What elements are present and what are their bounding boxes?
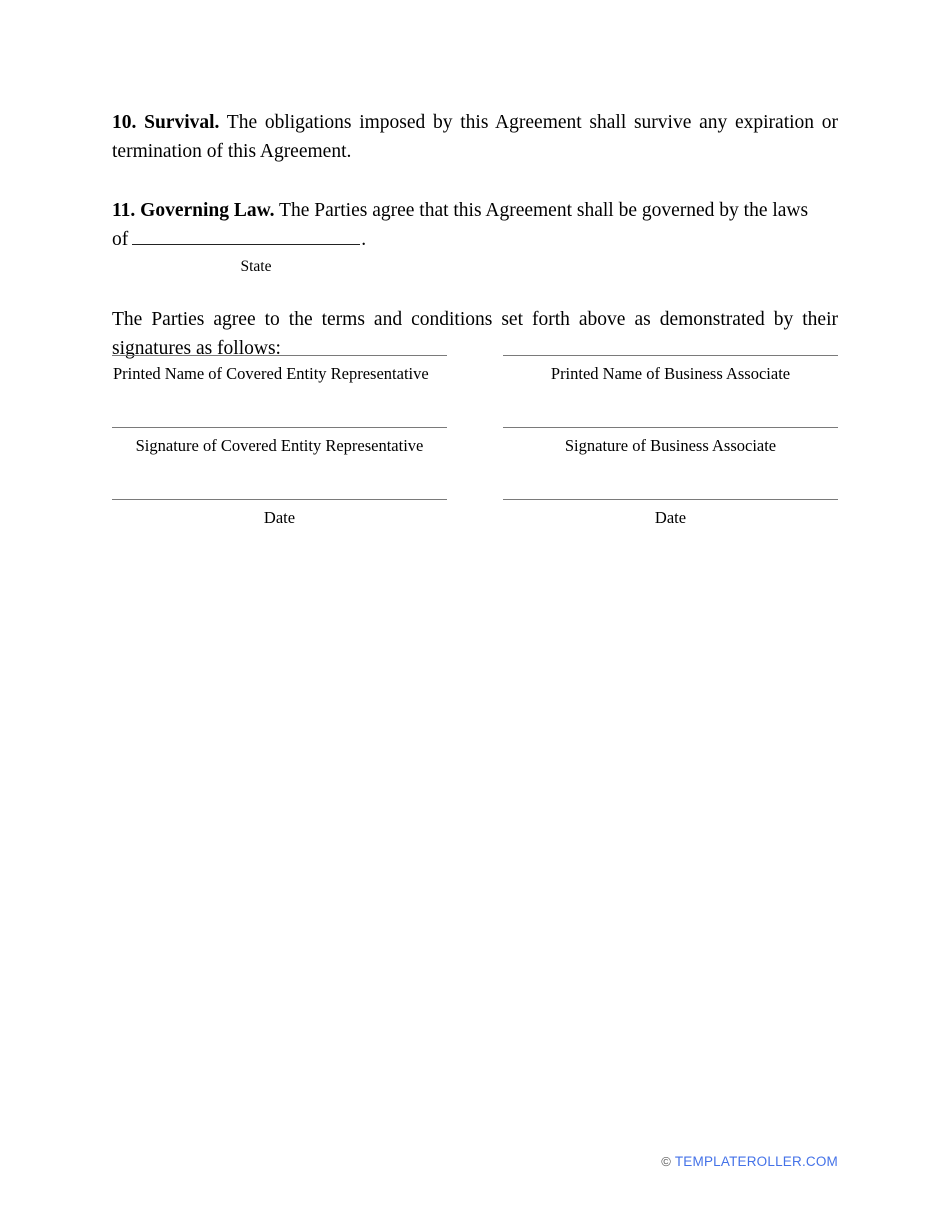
section-governing-law	[112, 196, 838, 225]
signature-covered-entity-label: Signature of Covered Entity Representative	[135, 436, 424, 455]
date-covered-entity-cell	[112, 499, 447, 529]
closing-paragraph: The Parties agree to the terms and conditions set forth above as demonstrated by their signatures as follows:	[112, 309, 838, 359]
signature-row-signature	[112, 427, 838, 457]
signature-covered-entity-cell	[112, 427, 447, 457]
state-fill-prefix: of	[112, 229, 129, 250]
state-fill-caption: State	[240, 258, 272, 275]
date-business-associate-label: Date	[654, 508, 687, 527]
printed-name-business-associate-label: Printed Name of Business Associate	[550, 364, 791, 383]
document-content	[112, 108, 838, 363]
signature-row-date	[112, 499, 838, 529]
state-fill-row	[112, 225, 838, 277]
printed-name-covered-entity-label: Printed Name of Covered Entity Representative	[113, 364, 429, 383]
section-survival	[112, 108, 838, 166]
signature-row-printed-name	[112, 355, 838, 385]
copyright-icon: ©	[661, 1154, 675, 1169]
section-survival-heading: 10. Survival.	[112, 112, 220, 133]
section-governing-law-heading: 11. Governing Law.	[112, 200, 275, 221]
printed-name-covered-entity-cell	[112, 355, 447, 385]
section-governing-law-body: The Parties agree that this Agreement shall be governed by the laws	[274, 200, 809, 221]
date-business-associate-cell	[503, 499, 838, 529]
templateroller-link[interactable]: TEMPLATEROLLER.COM	[674, 1154, 838, 1169]
signature-business-associate-cell	[503, 427, 838, 457]
signature-business-associate-label: Signature of Business Associate	[564, 436, 777, 455]
date-covered-entity-label: Date	[263, 508, 296, 527]
section-survival-body: The obligations imposed by this Agreement shall survive any expiration or termination of this Agreement.	[112, 112, 838, 162]
printed-name-business-associate-cell	[503, 355, 838, 385]
state-fill-input[interactable]	[132, 226, 360, 245]
footer-watermark	[0, 1154, 950, 1169]
state-fill-suffix: .	[361, 229, 367, 250]
signature-block	[112, 355, 838, 529]
